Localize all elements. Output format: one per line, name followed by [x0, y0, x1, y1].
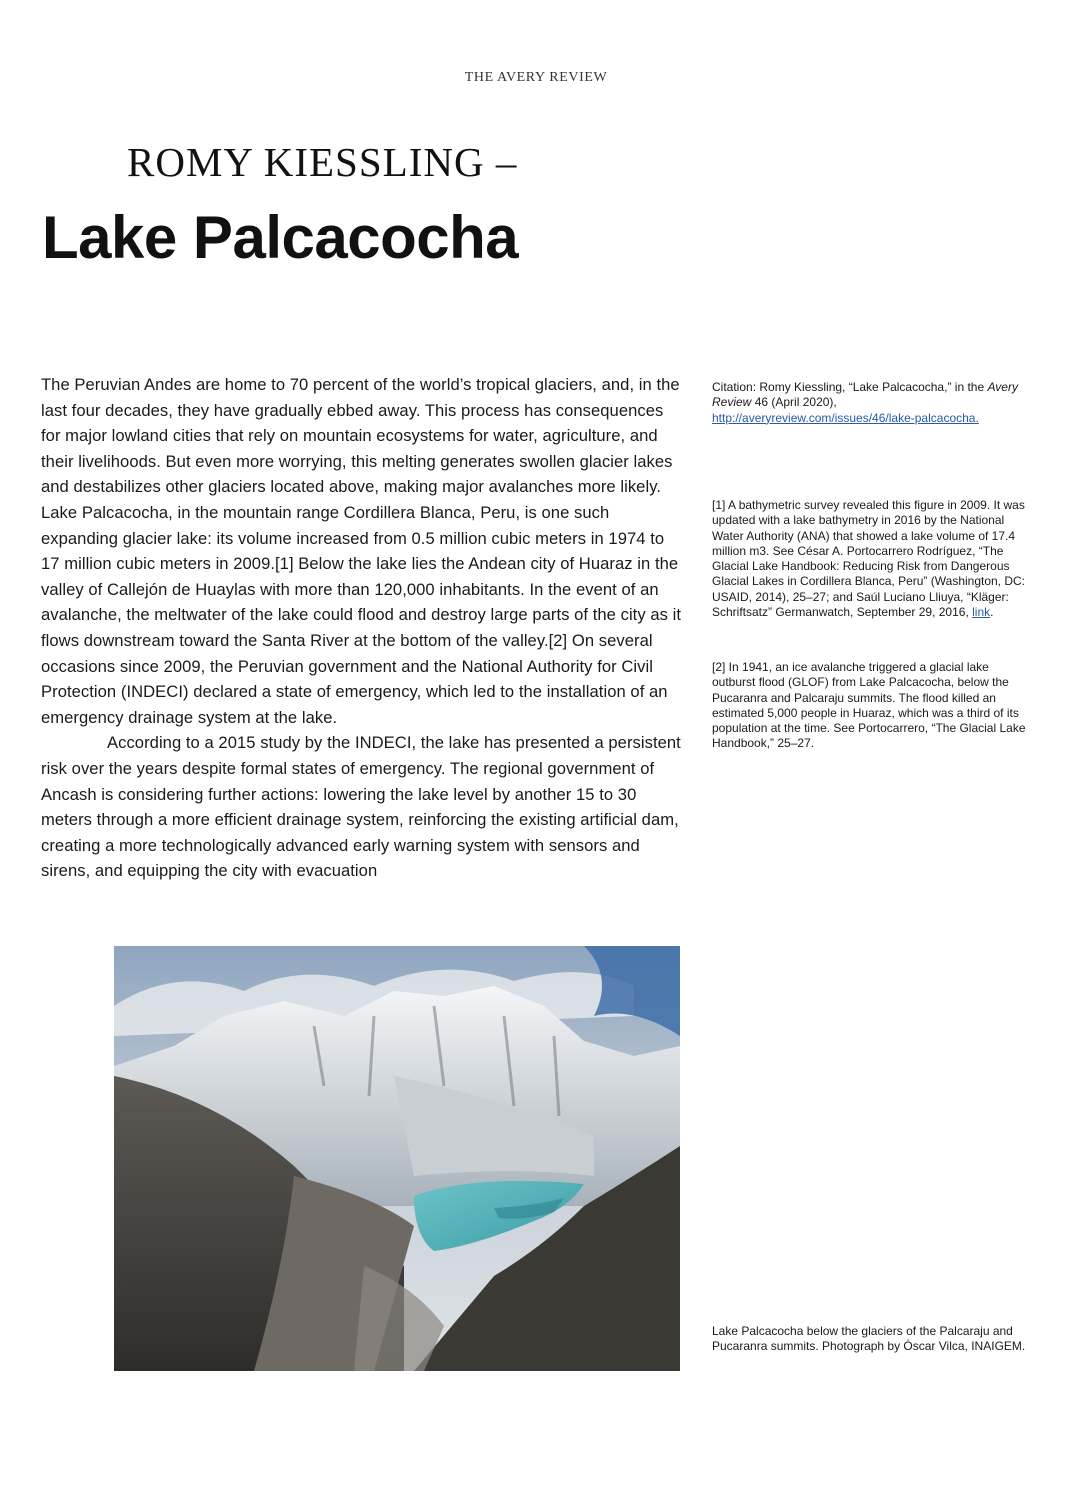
citation [712, 380, 1030, 426]
citation-prefix: Citation: Romy Kiessling, “Lake Palcacocha,” in the [712, 380, 985, 394]
figure-caption [712, 1324, 1030, 1355]
lake-photograph [114, 946, 680, 1371]
caption-text: Lake Palcacocha below the glaciers of the Palcaraju and Pucaranra summits. Photograph by Óscar Vilca, INAIGEM. [712, 1324, 1026, 1354]
citation-journal: Avery Review [712, 380, 1018, 410]
body-paragraph: The Peruvian Andes are home to 70 percent of the world’s tropical glaciers, and, in the last four decades, they have gradually ebbed away. This process has consequences for major lowland cities that rely on mountain ecosystems for water, agriculture, and their livelihoods. But even more worrying, this melting generates swollen glacier lakes and destabilizes other glaciers located above, making major avalanches more likely. Lake Palcacocha, in the mountain range Cordillera Blanca, Peru, is one such expanding glacier lake: its volume increased from 0.5 million cubic meters in 1974 to 17 million cubic meters in 2009.[1] Below the lake lies the Andean city of Huaraz in the valley of Callejón de Huaylas with more than 120,000 inhabitants. In the event of an avalanche, the meltwater of the lake could flood and destroy large parts of the city as it flows downstream toward the Santa River at the bottom of the valley.[2] On several occasions since 2009, the Peruvian government and the National Authority for Civil Protection (INDECI) declared a state of emergency, which led to the installation of an emergency drainage system at the lake. [41, 375, 682, 727]
article-title: Lake Palcacocha [42, 204, 519, 271]
citation-link[interactable]: http://averyreview.com/issues/46/lake-palcacocha. [712, 410, 979, 425]
footnote-1-end: . [990, 605, 994, 620]
footnote-1-link[interactable]: link [972, 605, 991, 620]
citation-issue: 46 (April 2020), [754, 395, 837, 410]
footnote-2 [712, 660, 1030, 752]
footnote-1 [712, 498, 1030, 620]
footnote-1-text: [1] A bathymetric survey revealed this figure in 2009. It was updated with a lake bathymetry in 2016 by the National Water Authority (ANA) that showed a lake volume of 17.4 million m3. See César A. Portocarrero Rodríguez, “The Glacial Lake Handbook: Reducing Risk from Dangerous Glacial Lakes in Cordillera Blanca, Peru” (Washington, DC: USAID, 2014), 25–27; and Saúl Luciano Lliuya, “Kläger: Schriftsatz” Germanwatch, September 29, 2016, [712, 498, 1026, 620]
author-name: ROMY KIESSLING – [127, 139, 518, 185]
footnote-2-text: [2] In 1941, an ice avalanche triggered a glacial lake outburst flood (GLOF) from Lake Palcacocha, below the Pucaranra and Palcaraju summits. The flood killed an estimated 5,000 people in Huaraz, which was a third of its population at the time. See Portocarrero, “The Glacial Lake Handbook,” 25–27. [712, 660, 1026, 751]
journal-header: THE AVERY REVIEW [464, 70, 608, 85]
article-body [41, 372, 683, 884]
body-paragraph: According to a 2015 study by the INDECI, the lake has presented a persistent risk over the years despite formal states of emergency. The regional government of Ancash is considering further actions: lowering the lake level by another 15 to 30 meters through a more efficient drainage system, reinforcing the existing artificial dam, creating a more technologically advanced early warning system with sensors and sirens, and equipping the city with evacuation [41, 733, 681, 881]
